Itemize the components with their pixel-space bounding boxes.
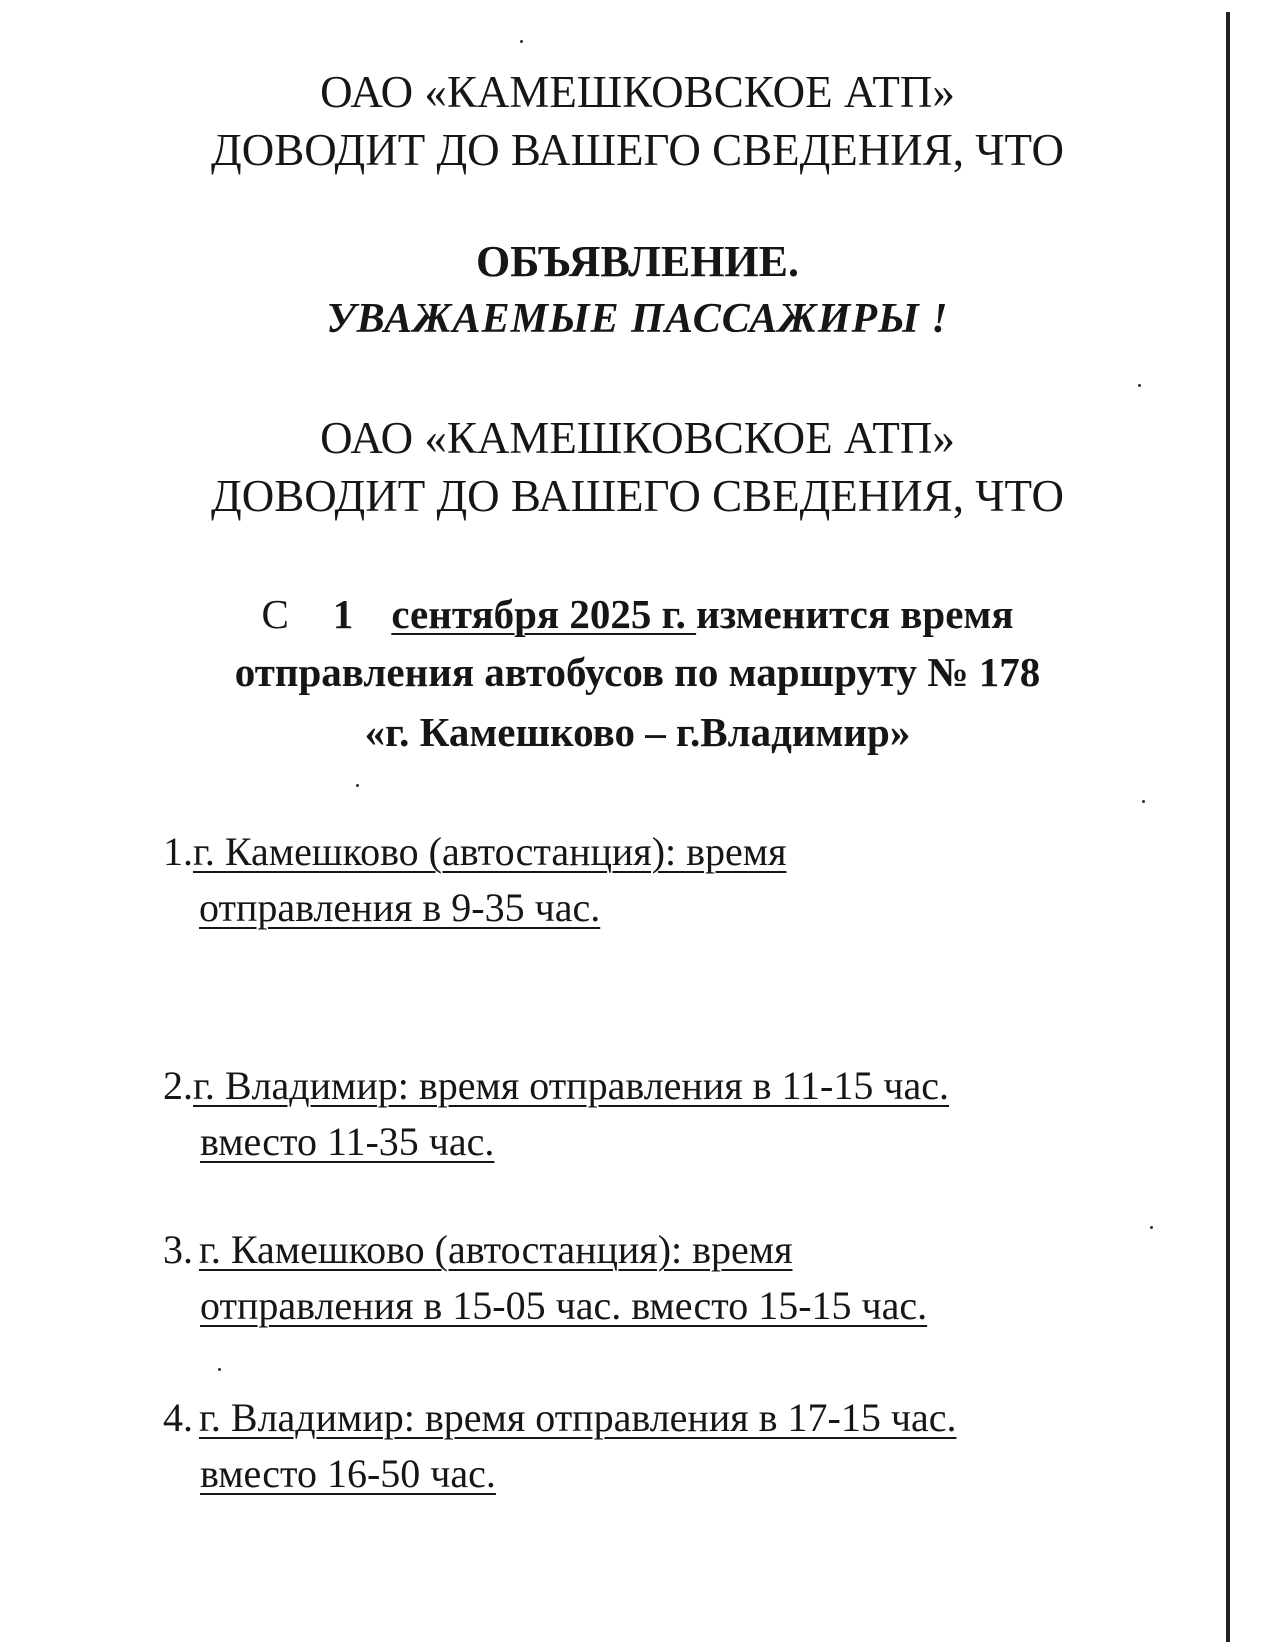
header-repeat-line-2: ДОВОДИТ ДО ВАШЕГО СВЕДЕНИЯ, ЧТО [211, 471, 1064, 521]
notice-day: 1 [332, 591, 354, 637]
scan-speck [1150, 1226, 1153, 1229]
header-repeat-line-1: ОАО «КАМЕШКОВСКОЕ АТП» [320, 413, 955, 463]
schedule-item-line: отправления в 15-05 час. вместо 15-15 час. [200, 1283, 928, 1328]
scan-speck [1138, 384, 1141, 387]
schedule-item-line: вместо 11-35 час. [200, 1119, 495, 1164]
notice-date: сентября 2025 г. [391, 591, 697, 637]
schedule-item-line: г. Камешково (автостанция): время [199, 1227, 793, 1272]
schedule-item-line: вместо 16-50 час. [200, 1451, 496, 1496]
schedule-item-number: 1. [163, 829, 193, 874]
notice-prefix: С [261, 591, 289, 637]
schedule-item-line: г. Владимир: время отправления в 11-15 час. [193, 1063, 949, 1108]
notice-change: изменится время [696, 591, 1014, 637]
scan-speck [520, 40, 523, 43]
schedule-item-number: 3. [163, 1227, 193, 1272]
notice-line-1 [0, 591, 1275, 637]
header-line-2: ДОВОДИТ ДО ВАШЕГО СВЕДЕНИЯ, ЧТО [211, 125, 1064, 175]
schedule-item-line: г. Владимир: время отправления в 17-15 час. [199, 1395, 957, 1440]
header-line-1: ОАО «КАМЕШКОВСКОЕ АТП» [320, 67, 955, 117]
schedule-item-line: г. Камешково (автостанция): время [193, 829, 787, 874]
announcement-title: ОБЪЯВЛЕНИЕ. [475, 237, 800, 286]
scan-speck [218, 1368, 221, 1371]
schedule-item-number: 4. [163, 1395, 193, 1440]
schedule-item-number: 2. [163, 1063, 193, 1108]
announcement-greeting: УВАЖАЕМЫЕ ПАССАЖИРЫ ! [326, 296, 949, 342]
scan-speck [356, 784, 359, 787]
scan-speck [1142, 800, 1145, 803]
notice-line-2: отправления автобусов по маршруту № 178 [234, 649, 1041, 695]
notice-route: «г. Камешково – г.Владимир» [364, 709, 911, 755]
schedule-item-line: отправления в 9-35 час. [199, 885, 601, 930]
